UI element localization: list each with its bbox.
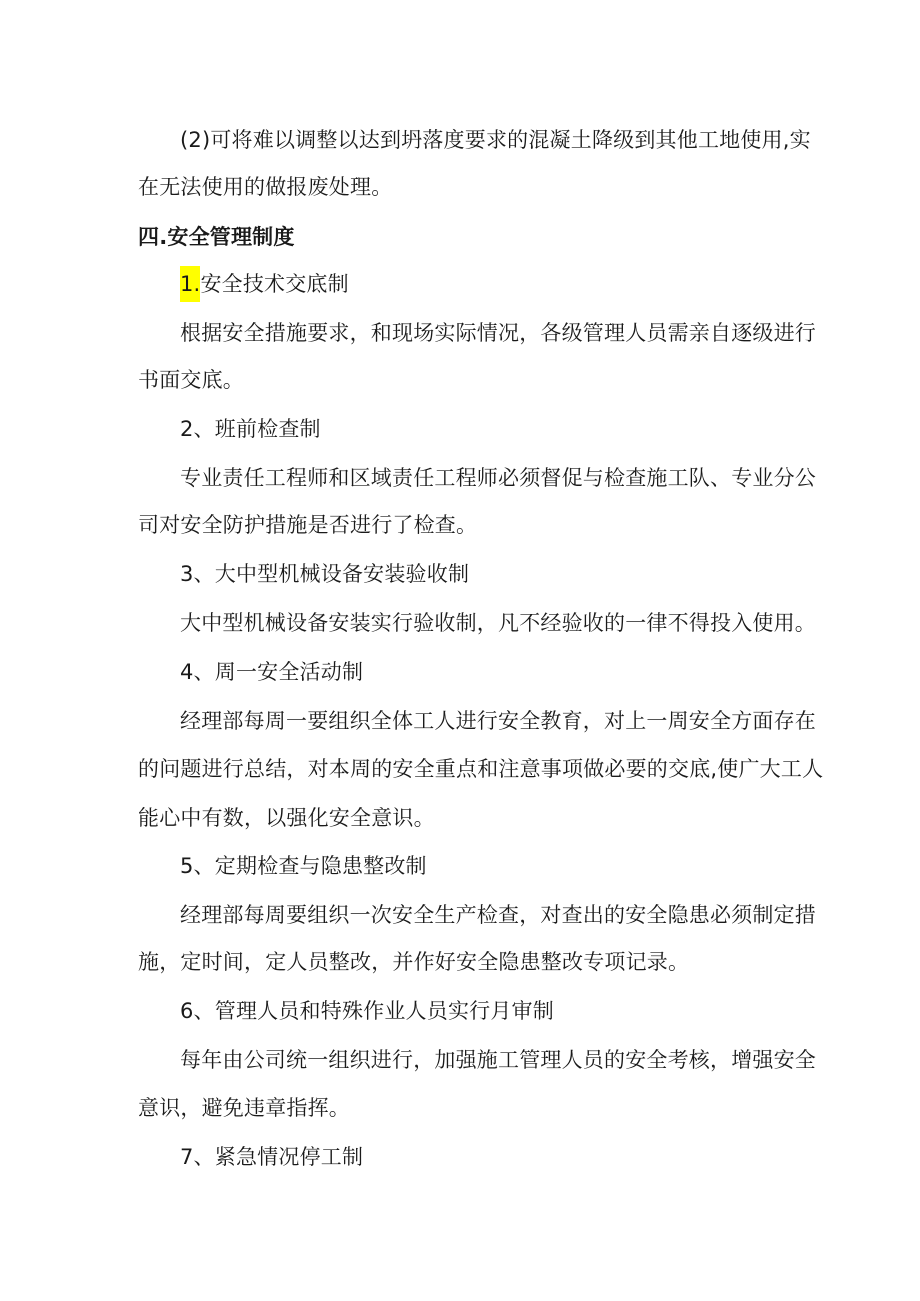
item-1-title-text: 安全技术交底制 bbox=[200, 272, 349, 296]
item-4-body-line-1: 经理部每周一要组织全体工人进行安全教育，对上一周安全方面存在 bbox=[180, 709, 816, 733]
item-6-body-line-1: 每年由公司统一组织进行，加强施工管理人员的安全考核，增强安全 bbox=[180, 1048, 816, 1072]
item-4-body-line-3: 能心中有数，以强化安全意识。 bbox=[138, 806, 435, 830]
highlighted-number: 1. bbox=[180, 266, 200, 302]
item-5-body-line-1: 经理部每周要组织一次安全生产检查，对查出的安全隐患必须制定措 bbox=[180, 903, 816, 927]
item-5-body-line-2: 施，定时间，定人员整改，并作好安全隐患整改专项记录。 bbox=[138, 950, 690, 974]
item-4-body-line-2: 的问题进行总结，对本周的安全重点和注意事项做必要的交底,使广大工人 bbox=[138, 757, 824, 781]
item-1-body-line-1: 根据安全措施要求，和现场实际情况，各级管理人员需亲自逐级进行 bbox=[180, 321, 816, 345]
item-4-title: 4、周一安全活动制 bbox=[180, 660, 364, 684]
paragraph-note-2-line-2: 在无法使用的做报废处理。 bbox=[138, 175, 393, 199]
item-3-body-line-1: 大中型机械设备安装实行验收制，凡不经验收的一律不得投入使用。 bbox=[180, 611, 816, 635]
item-2-body-line-1: 专业责任工程师和区域责任工程师必须督促与检查施工队、专业分公 bbox=[180, 466, 816, 490]
item-2-body-line-2: 司对安全防护措施是否进行了检查。 bbox=[138, 513, 478, 537]
item-7-title: 7、紧急情况停工制 bbox=[180, 1145, 364, 1169]
item-6-title: 6、管理人员和特殊作业人员实行月审制 bbox=[180, 999, 554, 1023]
item-6-body-line-2: 意识，避免违章指挥。 bbox=[138, 1096, 350, 1120]
paragraph-note-2-line-1: (2)可将难以调整以达到坍落度要求的混凝土降级到其他工地使用,实 bbox=[180, 128, 811, 152]
item-2-title: 2、班前检查制 bbox=[180, 417, 321, 441]
item-5-title: 5、定期检查与隐患整改制 bbox=[180, 854, 427, 878]
item-3-title: 3、大中型机械设备安装验收制 bbox=[180, 562, 470, 586]
item-1-body-line-2: 书面交底。 bbox=[138, 368, 244, 392]
section-title: 四.安全管理制度 bbox=[138, 225, 295, 249]
item-1-title bbox=[180, 271, 349, 297]
